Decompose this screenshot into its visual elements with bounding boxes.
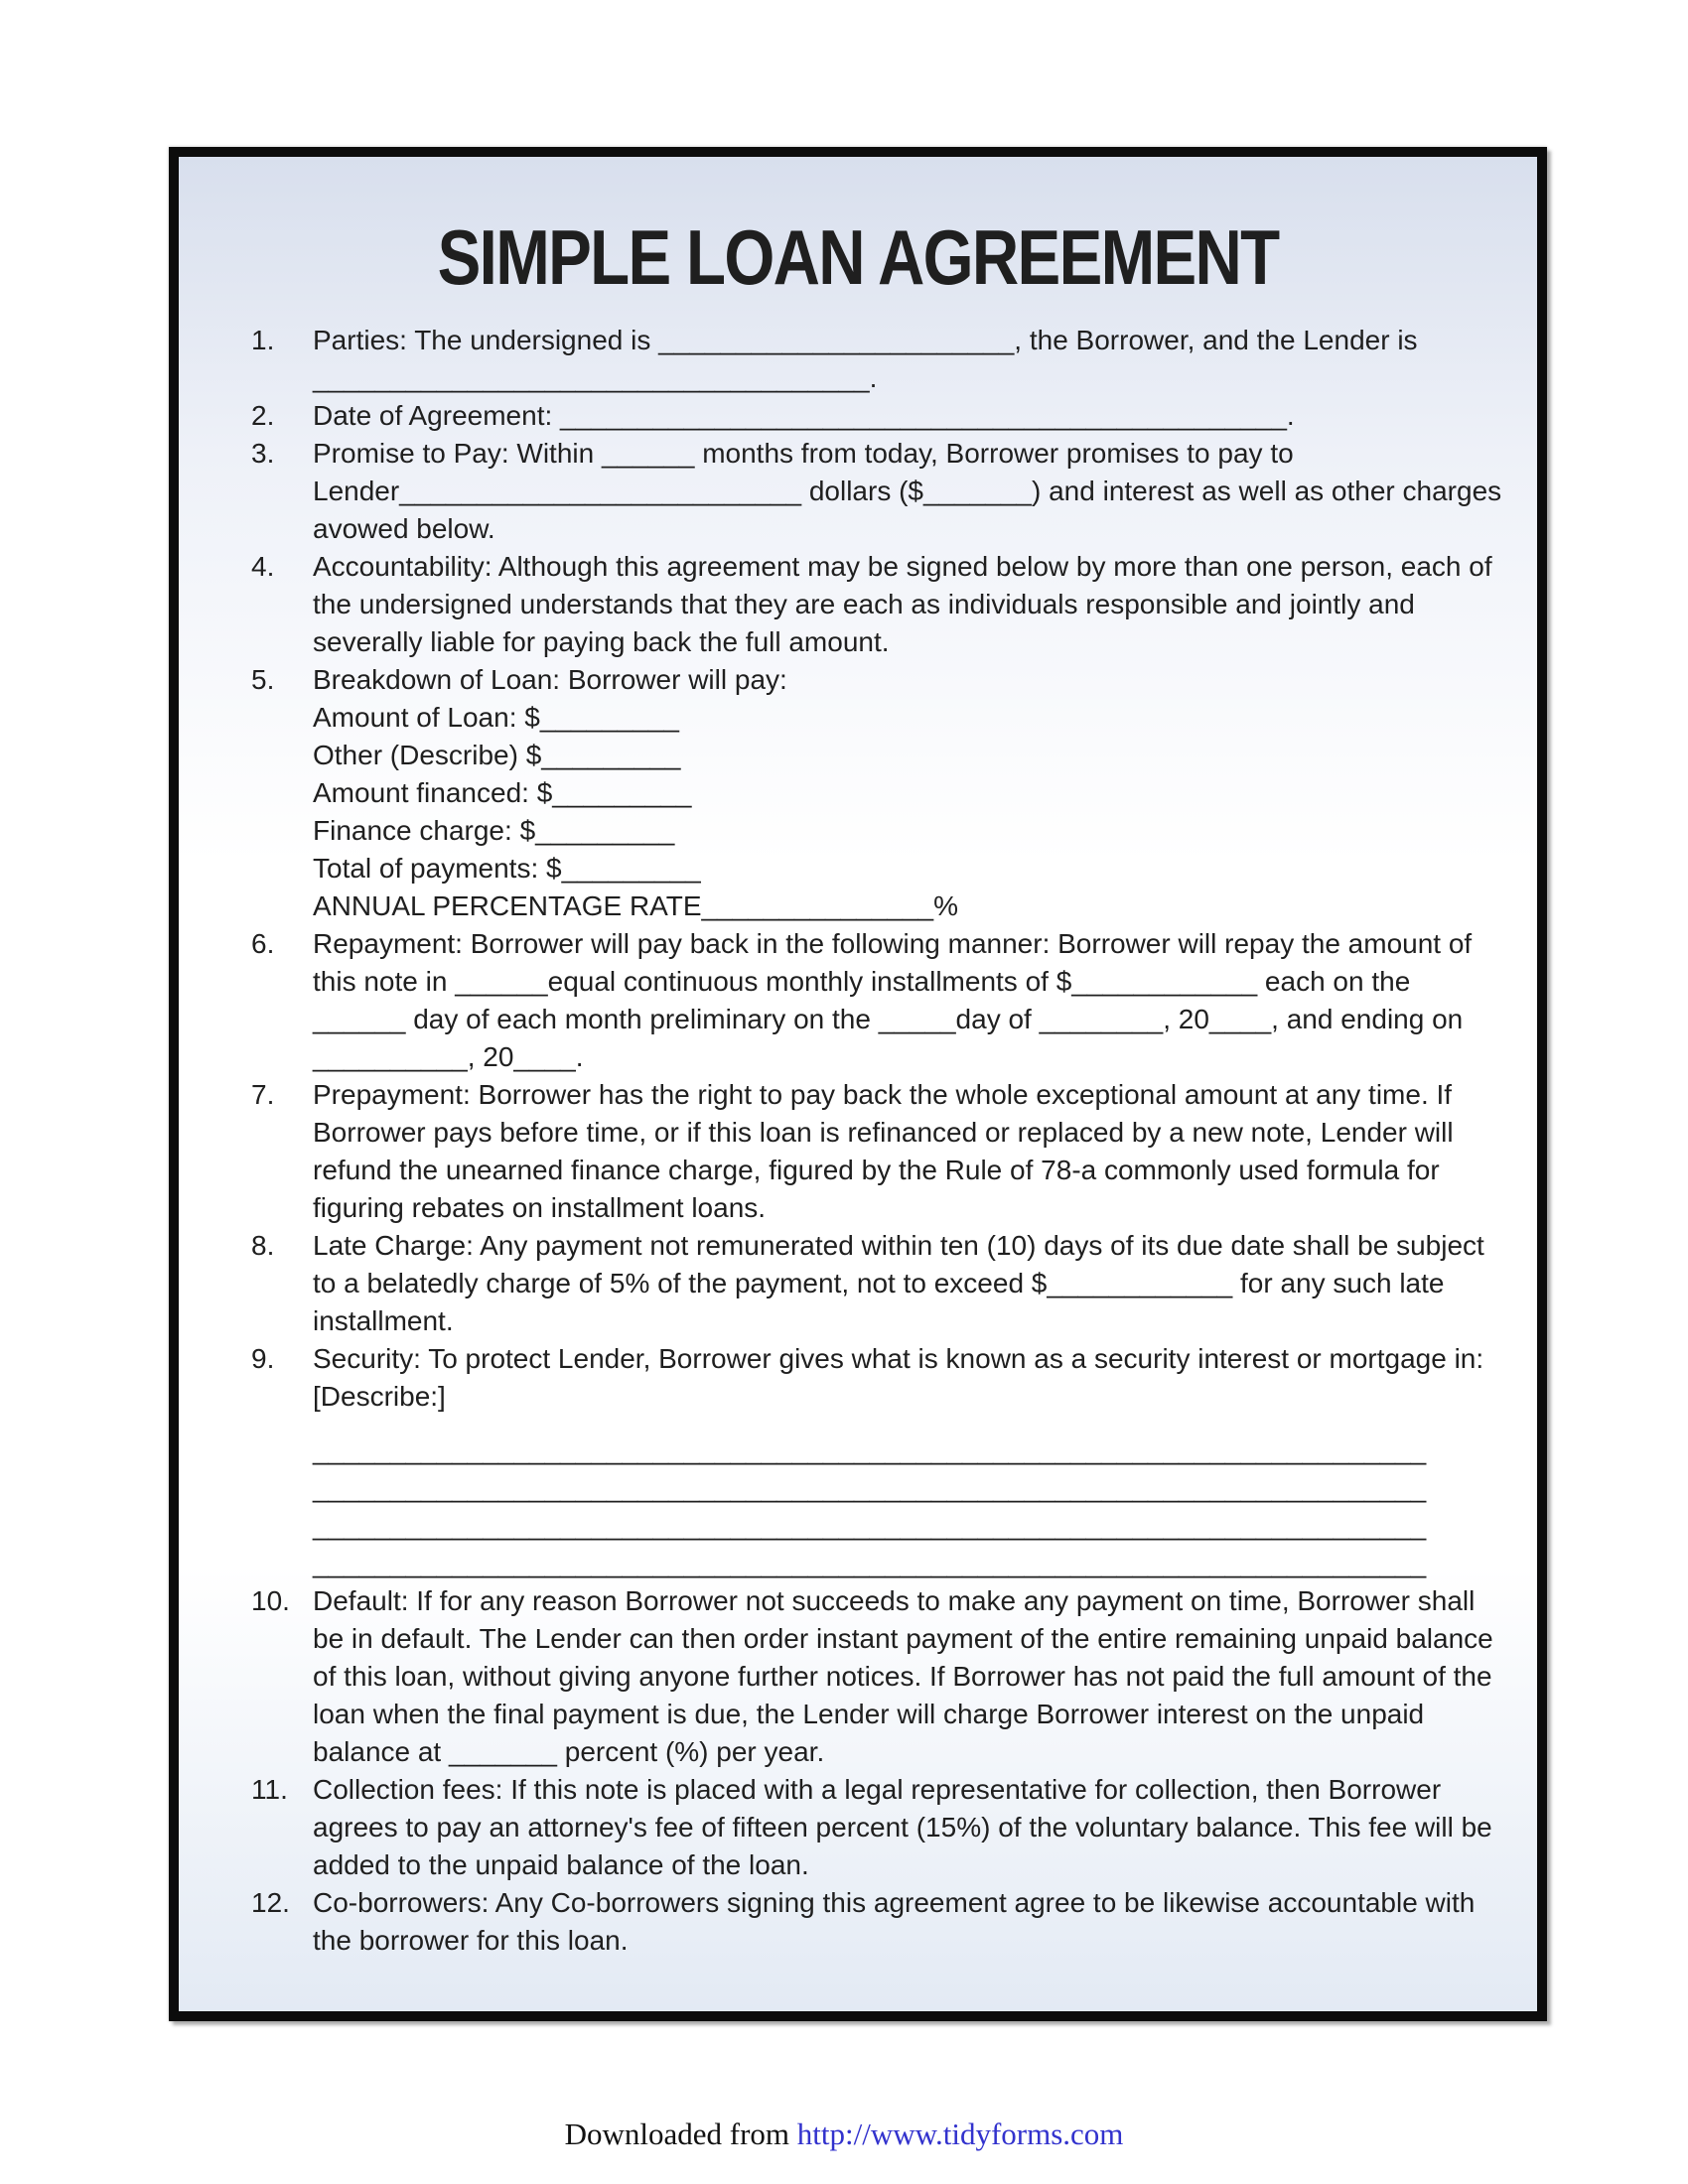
item-number: 9. (251, 1343, 275, 1374)
item-number: 10. (251, 1585, 290, 1616)
agreement-item (251, 1582, 1507, 1771)
item-body (313, 322, 1507, 397)
agreement-list (179, 322, 1537, 1960)
agreement-item (251, 435, 1507, 548)
item-number: 6. (251, 928, 275, 959)
footer (0, 2116, 1688, 2152)
item-paragraph: Date of Agreement: _______________________________________________. (313, 400, 1295, 431)
item-body (313, 548, 1507, 661)
page-title-text: SIMPLE LOAN AGREEMENT (437, 213, 1279, 301)
item-number: 11. (251, 1774, 288, 1805)
item-number: 4. (251, 551, 275, 582)
item-paragraph: Default: If for any reason Borrower not succeeds to make any payment on time, Borrower shall be in default. The Lender can then order instant payment of the entire remaining unpaid balance of this loan, without giving anyone further notices. If Borrower has not paid the full amount of the loan when the final payment is due, the Lender will charge Borrower interest on the unpaid balance at _______ percent (%) per year. (313, 1585, 1493, 1767)
item-number: 1. (251, 325, 275, 355)
page-title (179, 213, 1537, 301)
agreement-item (251, 397, 1507, 435)
agreement-item (251, 661, 1507, 925)
item-paragraph: ANNUAL PERCENTAGE RATE_______________% (313, 890, 959, 921)
item-body (313, 1771, 1507, 1884)
footer-credit-text: Downloaded from (564, 2116, 797, 2151)
item-paragraph: Security: To protect Lender, Borrower gives what is known as a security interest or mortgage in: [Describe:] (313, 1343, 1484, 1412)
item-number: 12. (251, 1887, 290, 1918)
fill-in-blank-line: ________________________________________________________________________ (313, 1434, 1427, 1465)
item-paragraph: Other (Describe) $_________ (313, 740, 681, 770)
item-paragraph: Repayment: Borrower will pay back in the following manner: Borrower will repay the amount of this note in ______equal continuous monthly installments of $____________ each on the ______ day of each month preliminary on the _____day of ________, 20____, and ending on __________, 20____. (313, 928, 1473, 1072)
item-number: 3. (251, 438, 275, 469)
item-body (313, 1076, 1507, 1227)
item-paragraph: Promise to Pay: Within ______ months from today, Borrower promises to pay to Lender__________________________ dollars ($_______) and interest as well as other charges avowed below. (313, 438, 1502, 544)
item-number: 7. (251, 1079, 275, 1110)
agreement-item (251, 1227, 1507, 1340)
item-paragraph: Collection fees: If this note is placed with a legal representative for collection, then Borrower agrees to pay an attorney's fee of fifteen percent (15%) of the voluntary balance. This fee will be added to the unpaid balance of the loan. (313, 1774, 1492, 1880)
fill-in-blank-line: ________________________________________________________________________ (313, 1548, 1427, 1578)
item-paragraph: Prepayment: Borrower has the right to pay back the whole exceptional amount at any time. If Borrower pays before time, or if this loan is refinanced or replaced by a new note, Lender will refund the unearned finance charge, figured by the Rule of 78-a commonly used formula for figuring rebates on installment loans. (313, 1079, 1454, 1223)
item-body (313, 1227, 1507, 1340)
item-number: 5. (251, 664, 275, 695)
item-paragraph: Breakdown of Loan: Borrower will pay: (313, 664, 787, 695)
item-body (313, 397, 1507, 435)
item-paragraph: Co-borrowers: Any Co-borrowers signing this agreement agree to be likewise accountable with the borrower for this loan. (313, 1887, 1476, 1956)
item-body (313, 1340, 1507, 1582)
item-body (313, 435, 1507, 548)
agreement-item (251, 322, 1507, 397)
agreement-item (251, 1340, 1507, 1582)
agreement-form-box (169, 147, 1547, 2021)
footer-link[interactable]: http://www.tidyforms.com (796, 2116, 1124, 2151)
agreement-item (251, 1076, 1507, 1227)
item-paragraph: Parties: The undersigned is _______________________, the Borrower, and the Lender is ____________________________________. (313, 325, 1418, 393)
agreement-item (251, 1884, 1507, 1960)
item-paragraph: Finance charge: $_________ (313, 815, 675, 846)
item-paragraph: Accountability: Although this agreement may be signed below by more than one person, each of the undersigned understands that they are each as individuals responsible and jointly and severally liable for paying back the full amount. (313, 551, 1492, 657)
item-paragraph: Amount of Loan: $_________ (313, 702, 679, 733)
item-paragraph: Late Charge: Any payment not remunerated within ten (10) days of its due date shall be subject to a belatedly charge of 5% of the payment, not to exceed $____________ for any such late installment. (313, 1230, 1484, 1336)
item-body (313, 1582, 1507, 1771)
fill-in-blank-line: ________________________________________________________________________ (313, 1510, 1427, 1541)
fill-in-blank-line: ________________________________________________________________________ (313, 1472, 1427, 1503)
item-body (313, 661, 1507, 925)
item-body (313, 1884, 1507, 1960)
item-paragraph: Total of payments: $_________ (313, 853, 701, 884)
item-body (313, 925, 1507, 1076)
item-paragraph: Amount financed: $_________ (313, 777, 692, 808)
agreement-item (251, 548, 1507, 661)
agreement-item (251, 925, 1507, 1076)
item-number: 8. (251, 1230, 275, 1261)
agreement-item (251, 1771, 1507, 1884)
item-number: 2. (251, 400, 275, 431)
